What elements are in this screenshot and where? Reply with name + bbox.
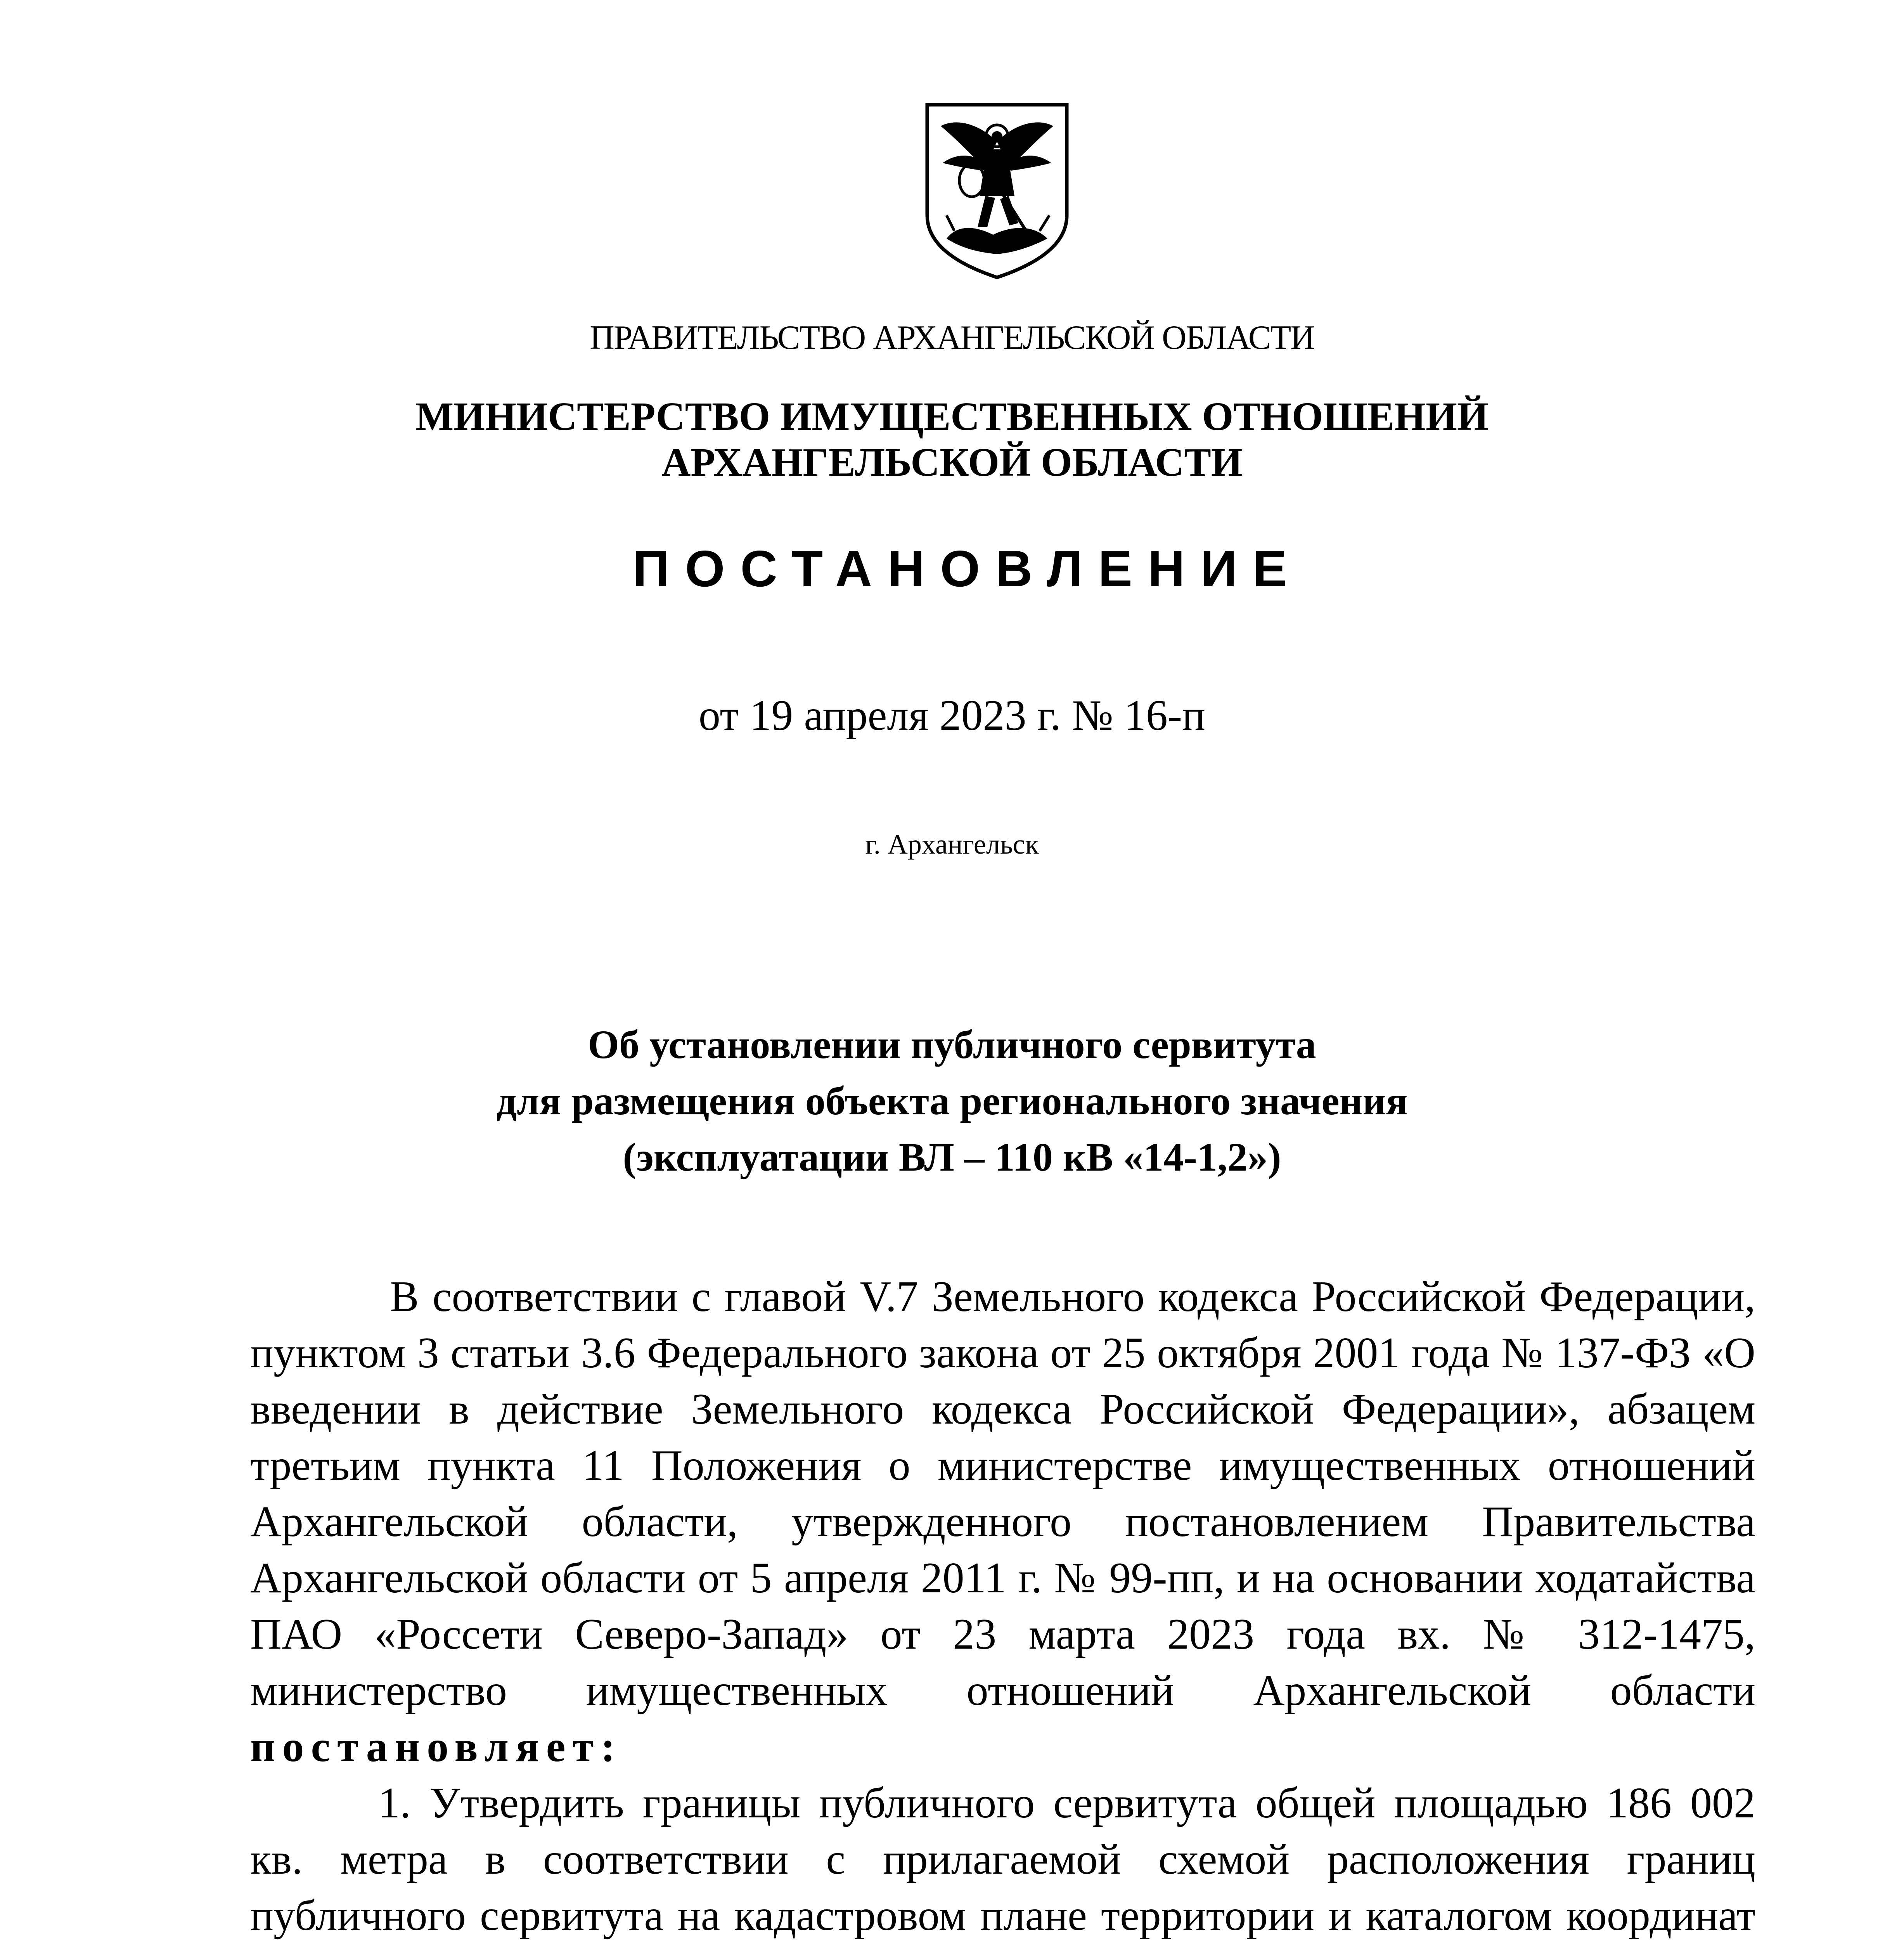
ministry-name	[0, 394, 1904, 485]
document-body	[250, 1269, 1755, 1940]
arkhangelsk-coat-of-arms-icon	[919, 99, 1075, 281]
title-line-3: (эксплуатации ВЛ – 110 кВ «14-1,2»)	[623, 1135, 1281, 1180]
government-name: ПРАВИТЕЛЬСТВО АРХАНГЕЛЬСКОЙ ОБЛАСТИ	[590, 319, 1314, 357]
resolves-word: постановляет:	[250, 1723, 622, 1771]
document-type: ПОСТАНОВЛЕНИЕ	[632, 540, 1303, 597]
item-1-paragraph: 1. Утвердить границы публичного сервитута общей площадью 186 002 кв. метра в соответствии с прилагаемой схемой расположения границ публичного сервитута на кадастровом плане территории и каталогом координат	[250, 1779, 1755, 1940]
title-line-1: Об установлении публичного сервитута	[588, 1022, 1316, 1067]
ministry-line-2: АРХАНГЕЛЬСКОЙ ОБЛАСТИ	[661, 440, 1243, 485]
document-title	[0, 1017, 1904, 1185]
date-and-number: от 19 апреля 2023 г. № 16-п	[698, 691, 1206, 740]
city: г. Архангельск	[865, 829, 1039, 860]
preamble-text: В соответствии с главой V.7 Земельного кодекса Российской Федерации, пунктом 3 статьи 3.6 Федерального закона от 25 октября 2001 года № 137-ФЗ «О введении в действие Земельного кодекса Российской Федерации», абзацем третьим пункта 11 Положения о министерстве имущественных отношений Архангельской области, утвержденного постановлением Правительства Архангельской области от 5 апреля 2011 г. № 99-пп, и на основании ходатайства ПАО «Россети Северо-Запад» от 23 марта 2023 года вх. № 312-1475, министерство имущественных отношений Архангельской области	[250, 1273, 1755, 1715]
ministry-line-1: МИНИСТЕРСТВО ИМУЩЕСТВЕННЫХ ОТНОШЕНИЙ	[415, 394, 1489, 439]
preamble-paragraph	[250, 1269, 1755, 1775]
title-line-2: для размещения объекта регионального значения	[496, 1079, 1408, 1123]
